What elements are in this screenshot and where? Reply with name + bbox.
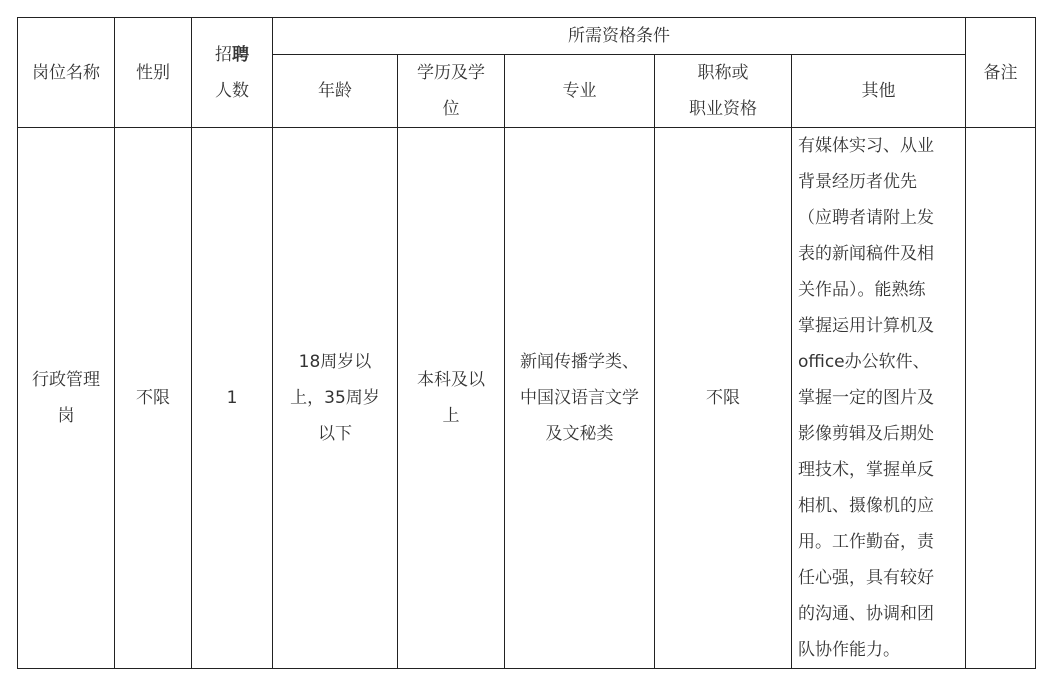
cell-other-line: 用。工作勤奋，责 (798, 532, 934, 552)
header-title-text (689, 55, 757, 127)
cell-other-line: 有媒体实习、从业 (798, 136, 934, 156)
cell-other-line: 相机、摄像机的应 (798, 496, 934, 516)
header-remarks-text: 备注 (983, 62, 1018, 83)
cell-education (398, 128, 505, 669)
header-recruit-count-char2: 聘 (232, 44, 249, 65)
cell-other-line: 任心强，具有较好 (798, 568, 934, 588)
header-recruit-count-line2: 人数 (215, 80, 249, 101)
cell-major-line1: 新闻传播学类、 (520, 352, 639, 372)
cell-other-line: （应聘者请附上发 (798, 208, 934, 228)
cell-position-name-text (32, 362, 100, 434)
cell-age-line1: 18周岁以 (298, 352, 372, 372)
cell-other-line: 理技术，掌握单反 (798, 460, 934, 480)
cell-education-text (417, 362, 485, 434)
recruitment-table (17, 17, 1036, 669)
cell-age-line2: 上，35周岁 (290, 388, 380, 408)
header-requirements-group-text: 所需资格条件 (568, 26, 670, 46)
header-age (273, 55, 398, 128)
header-requirements-group (273, 18, 966, 55)
cell-other-line: 背景经历者优先 (798, 172, 917, 192)
header-recruit-count (192, 18, 273, 128)
header-education (398, 55, 505, 128)
cell-other-line: 表的新闻稿件及相 (798, 244, 934, 264)
cell-age-text (290, 344, 380, 452)
header-other (792, 55, 966, 128)
cell-other-line: 掌握一定的图片及 (798, 388, 934, 408)
cell-other-line: 队协作能力。 (798, 640, 900, 660)
cell-title (655, 128, 792, 669)
header-position-name (18, 18, 115, 128)
cell-other-line: 掌握运用计算机及 (798, 316, 934, 336)
cell-count-text: 1 (226, 388, 238, 408)
cell-remarks (966, 128, 1036, 669)
header-major (505, 55, 655, 128)
cell-gender (115, 128, 192, 669)
cell-count (192, 128, 273, 669)
cell-other-text (798, 128, 959, 668)
header-title (655, 55, 792, 128)
header-recruit-count-char1: 招 (215, 44, 232, 65)
cell-position-name-line1: 行政管理 (32, 370, 100, 390)
header-education-line1: 学历及学 (417, 63, 485, 83)
header-position-name-text: 岗位名称 (32, 62, 100, 83)
cell-age-line3: 以下 (317, 424, 352, 444)
cell-position-name-line2: 岗 (57, 406, 75, 426)
cell-other-line: 关作品）。能熟练 (798, 280, 926, 300)
cell-major-line3: 及文秘类 (545, 424, 614, 444)
header-row-1 (18, 18, 1036, 55)
cell-position-name (18, 128, 115, 669)
header-age-text: 年龄 (318, 81, 352, 101)
header-gender-text: 性别 (136, 62, 170, 83)
header-gender (115, 18, 192, 128)
cell-age (273, 128, 398, 669)
cell-major-text (520, 344, 639, 452)
header-major-text: 专业 (562, 81, 597, 101)
cell-education-line1: 本科及以 (417, 370, 485, 390)
header-education-line2: 位 (442, 99, 460, 119)
cell-other-line: 影像剪辑及后期处 (798, 424, 934, 444)
header-recruit-count-text (215, 37, 249, 109)
cell-major-line2: 中国汉语言文学 (520, 388, 639, 408)
header-title-line2: 职业资格 (689, 99, 757, 119)
header-other-text: 其他 (861, 81, 896, 101)
header-title-line1: 职称或 (697, 63, 749, 83)
cell-other-line: office办公软件、 (798, 352, 930, 372)
cell-education-line2: 上 (442, 406, 460, 426)
cell-major (505, 128, 655, 669)
cell-other (792, 128, 966, 669)
header-education-text (417, 55, 485, 127)
cell-other-line: 的沟通、协调和团 (798, 604, 934, 624)
table-row (18, 128, 1036, 669)
cell-gender-text: 不限 (136, 388, 170, 408)
cell-title-text: 不限 (706, 388, 740, 408)
header-remarks (966, 18, 1036, 128)
